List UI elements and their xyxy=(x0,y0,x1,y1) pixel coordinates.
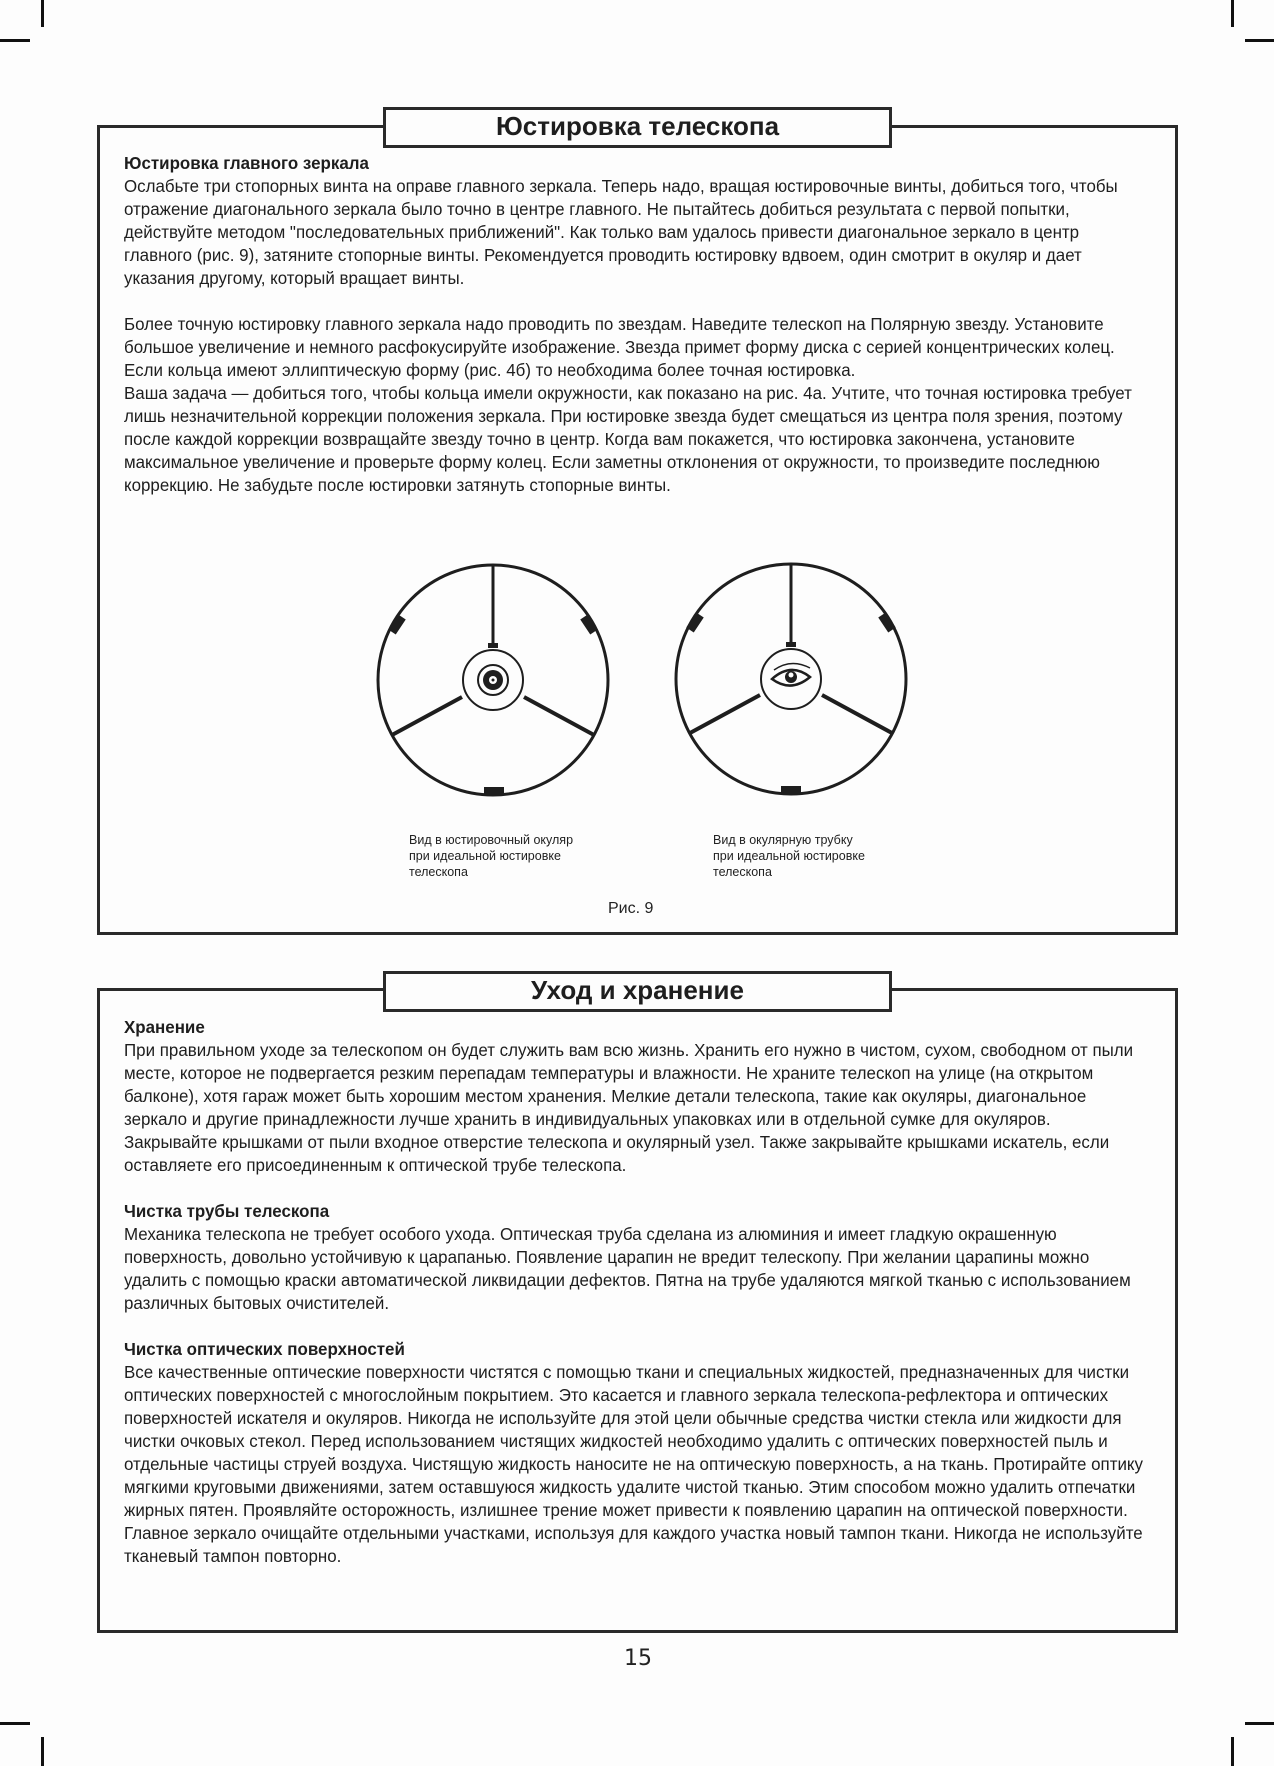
mirror-clip xyxy=(584,617,594,632)
crop-mark xyxy=(0,39,30,42)
mirror-clip xyxy=(882,615,892,630)
spider-vane-left xyxy=(690,695,760,733)
mirror-clip xyxy=(392,617,402,632)
figure-9-diagram xyxy=(360,555,920,815)
mirror-clip xyxy=(484,787,504,794)
crop-mark xyxy=(0,1722,30,1725)
figure-caption-right xyxy=(713,832,865,880)
caption-line: Вид в окулярную трубку xyxy=(713,833,853,847)
page-number: 15 xyxy=(624,1646,652,1671)
spider-vane-right xyxy=(822,695,892,733)
figure-label: Рис. 9 xyxy=(608,900,654,917)
subsection-heading: Юстировка главного зеркала xyxy=(124,153,369,173)
mirror-clip xyxy=(781,786,801,793)
caption-line: при идеальной юстировке xyxy=(409,849,561,863)
paragraph: Механика телескопа не требует особого ухода. Оптическая труба сделана из алюминия и имеет гладкую окрашенную поверхность, довольно устойчивую к царапанью. Появление царапин не вредит телескопу. При желании царапины можно удалить с помощью краски автоматической ликвидации дефектов. Пятна на трубе удаляются мягкой тканью с использованием различных бытовых очистителей. xyxy=(124,1224,1131,1313)
figure-caption-left xyxy=(409,832,573,880)
target-icon xyxy=(478,665,508,695)
paragraph: Все качественные оптические поверхности чистятся с помощью ткани и специальных жидкостей, предназначенных для чистки оптических поверхностей с многослойным покрытием. Это касается и главного зеркала телескопа-рефлектора и оптических поверхностей искателя и окуляров. Никогда не используйте для этой цели обычные средства чистки стекла или жидкости для чистки очковых стекол. Перед использованием чистящих жидкостей необходимо удалить с оптических поверхностей пыль и отдельные частицы струей воздуха. Чистящую жидкость наносите не на оптическую поверхность, а на ткань. Протирайте оптику мягкими круговыми движениями, затем оставшуюся жидкость удалите чистой тканью. Этим способом можно удалить отпечатки жирных пятен. Проявляйте осторожность, излишнее трение может привести к появлению царапин на оптической поверхности. Главное зеркало очищайте отдельными участками, используя для каждого участка новый тампон ткани. Никогда не используйте тканевый тампон повторно. xyxy=(124,1362,1143,1566)
eye-icon xyxy=(772,663,810,685)
spider-vane-left xyxy=(392,697,462,735)
focuser-view-diagram xyxy=(676,564,906,794)
vane-clip xyxy=(786,642,796,647)
crop-mark xyxy=(1245,1722,1274,1725)
section-title-text: Уход и хранение xyxy=(531,975,744,1005)
caption-line: телескопа xyxy=(409,865,468,879)
subsection-heading: Чистка оптических поверхностей xyxy=(124,1339,405,1359)
section-title-care xyxy=(383,971,892,1012)
section-title-alignment xyxy=(383,107,892,148)
paragraph: При правильном уходе за телескопом он будет служить вам всю жизнь. Хранить его нужно в чистом, сухом, свободном от пыли месте, которое не подвергается резким перепадам температуры и влажности. Не храните телескоп на улице (на открытом балконе), хотя гараж может быть хорошим местом хранения. Мелкие детали телескопа, такие как окуляры, диагональное зеркало и другие принадлежности лучше хранить в индивидуальных упаковках или в отдельной сумке для окуляров. Закрывайте крышками от пыли входное отверстие телескопа и окулярный узел. Также закрывайте крышками искатель, если оставляете его присоединенным к оптической трубе телескопа. xyxy=(124,1040,1134,1175)
paragraph: Ослабьте три стопорных винта на оправе главного зеркала. Теперь надо, вращая юстировочные винты, добиться того, чтобы отражение диагонального зеркала было точно в центре главного. Не пытайтесь добиться результата с первой попытки, действуйте методом "последовательных приближений". Как только вам удалось привести диагональное зеркало в центр главного (рис. 9), затяните стопорные винты. Рекомендуется проводить юстировку вдвоем, один смотрит в окуляр и дает указания другому, который вращает винты. xyxy=(124,176,1118,288)
mirror-clip xyxy=(690,615,700,630)
section-title-text: Юстировка телескопа xyxy=(495,111,780,141)
crop-mark xyxy=(1245,39,1274,42)
care-text xyxy=(124,1016,1148,1568)
alignment-text xyxy=(124,152,1148,497)
paragraph: Ваша задача — добиться того, чтобы кольца имели окружности, как показано на рис. 4а. Учтите, что точная юстировка требует лишь незначительной коррекции положения зеркала. При юстировке звезда будет смещаться из центра поля зрения, поэтому после каждой коррекции возвращайте звезду точно в центр. Когда вам покажется, что юстировка закончена, установите максимальное увеличение и проверьте форму колец. Если заметны отклонения от окружности, то произведите последнюю коррекцию. Не забудьте после юстировки затянуть стопорные винты. xyxy=(124,383,1132,495)
subsection-heading: Чистка трубы телескопа xyxy=(124,1201,330,1221)
subsection-heading: Хранение xyxy=(124,1017,205,1037)
caption-line: Вид в юстировочный окуляр xyxy=(409,833,574,847)
vane-clip xyxy=(488,643,498,648)
crop-mark xyxy=(1231,1737,1234,1766)
crop-mark xyxy=(41,1737,44,1766)
caption-line: телескопа xyxy=(713,865,772,879)
paragraph: Более точную юстировку главного зеркала надо проводить по звездам. Наведите телескоп на Полярную звезду. Установите большое увеличение и немного расфокусируйте изображение. Звезда примет форму диска с серией концентрических колец. Если кольца имеют эллиптическую форму (рис. 4б) то необходима более точная юстировка. xyxy=(124,314,1115,380)
crop-mark xyxy=(1231,0,1234,27)
crop-mark xyxy=(41,0,44,27)
spider-vane-right xyxy=(524,697,594,735)
eyepiece-view-diagram xyxy=(378,565,608,795)
caption-line: при идеальной юстировке xyxy=(713,849,865,863)
